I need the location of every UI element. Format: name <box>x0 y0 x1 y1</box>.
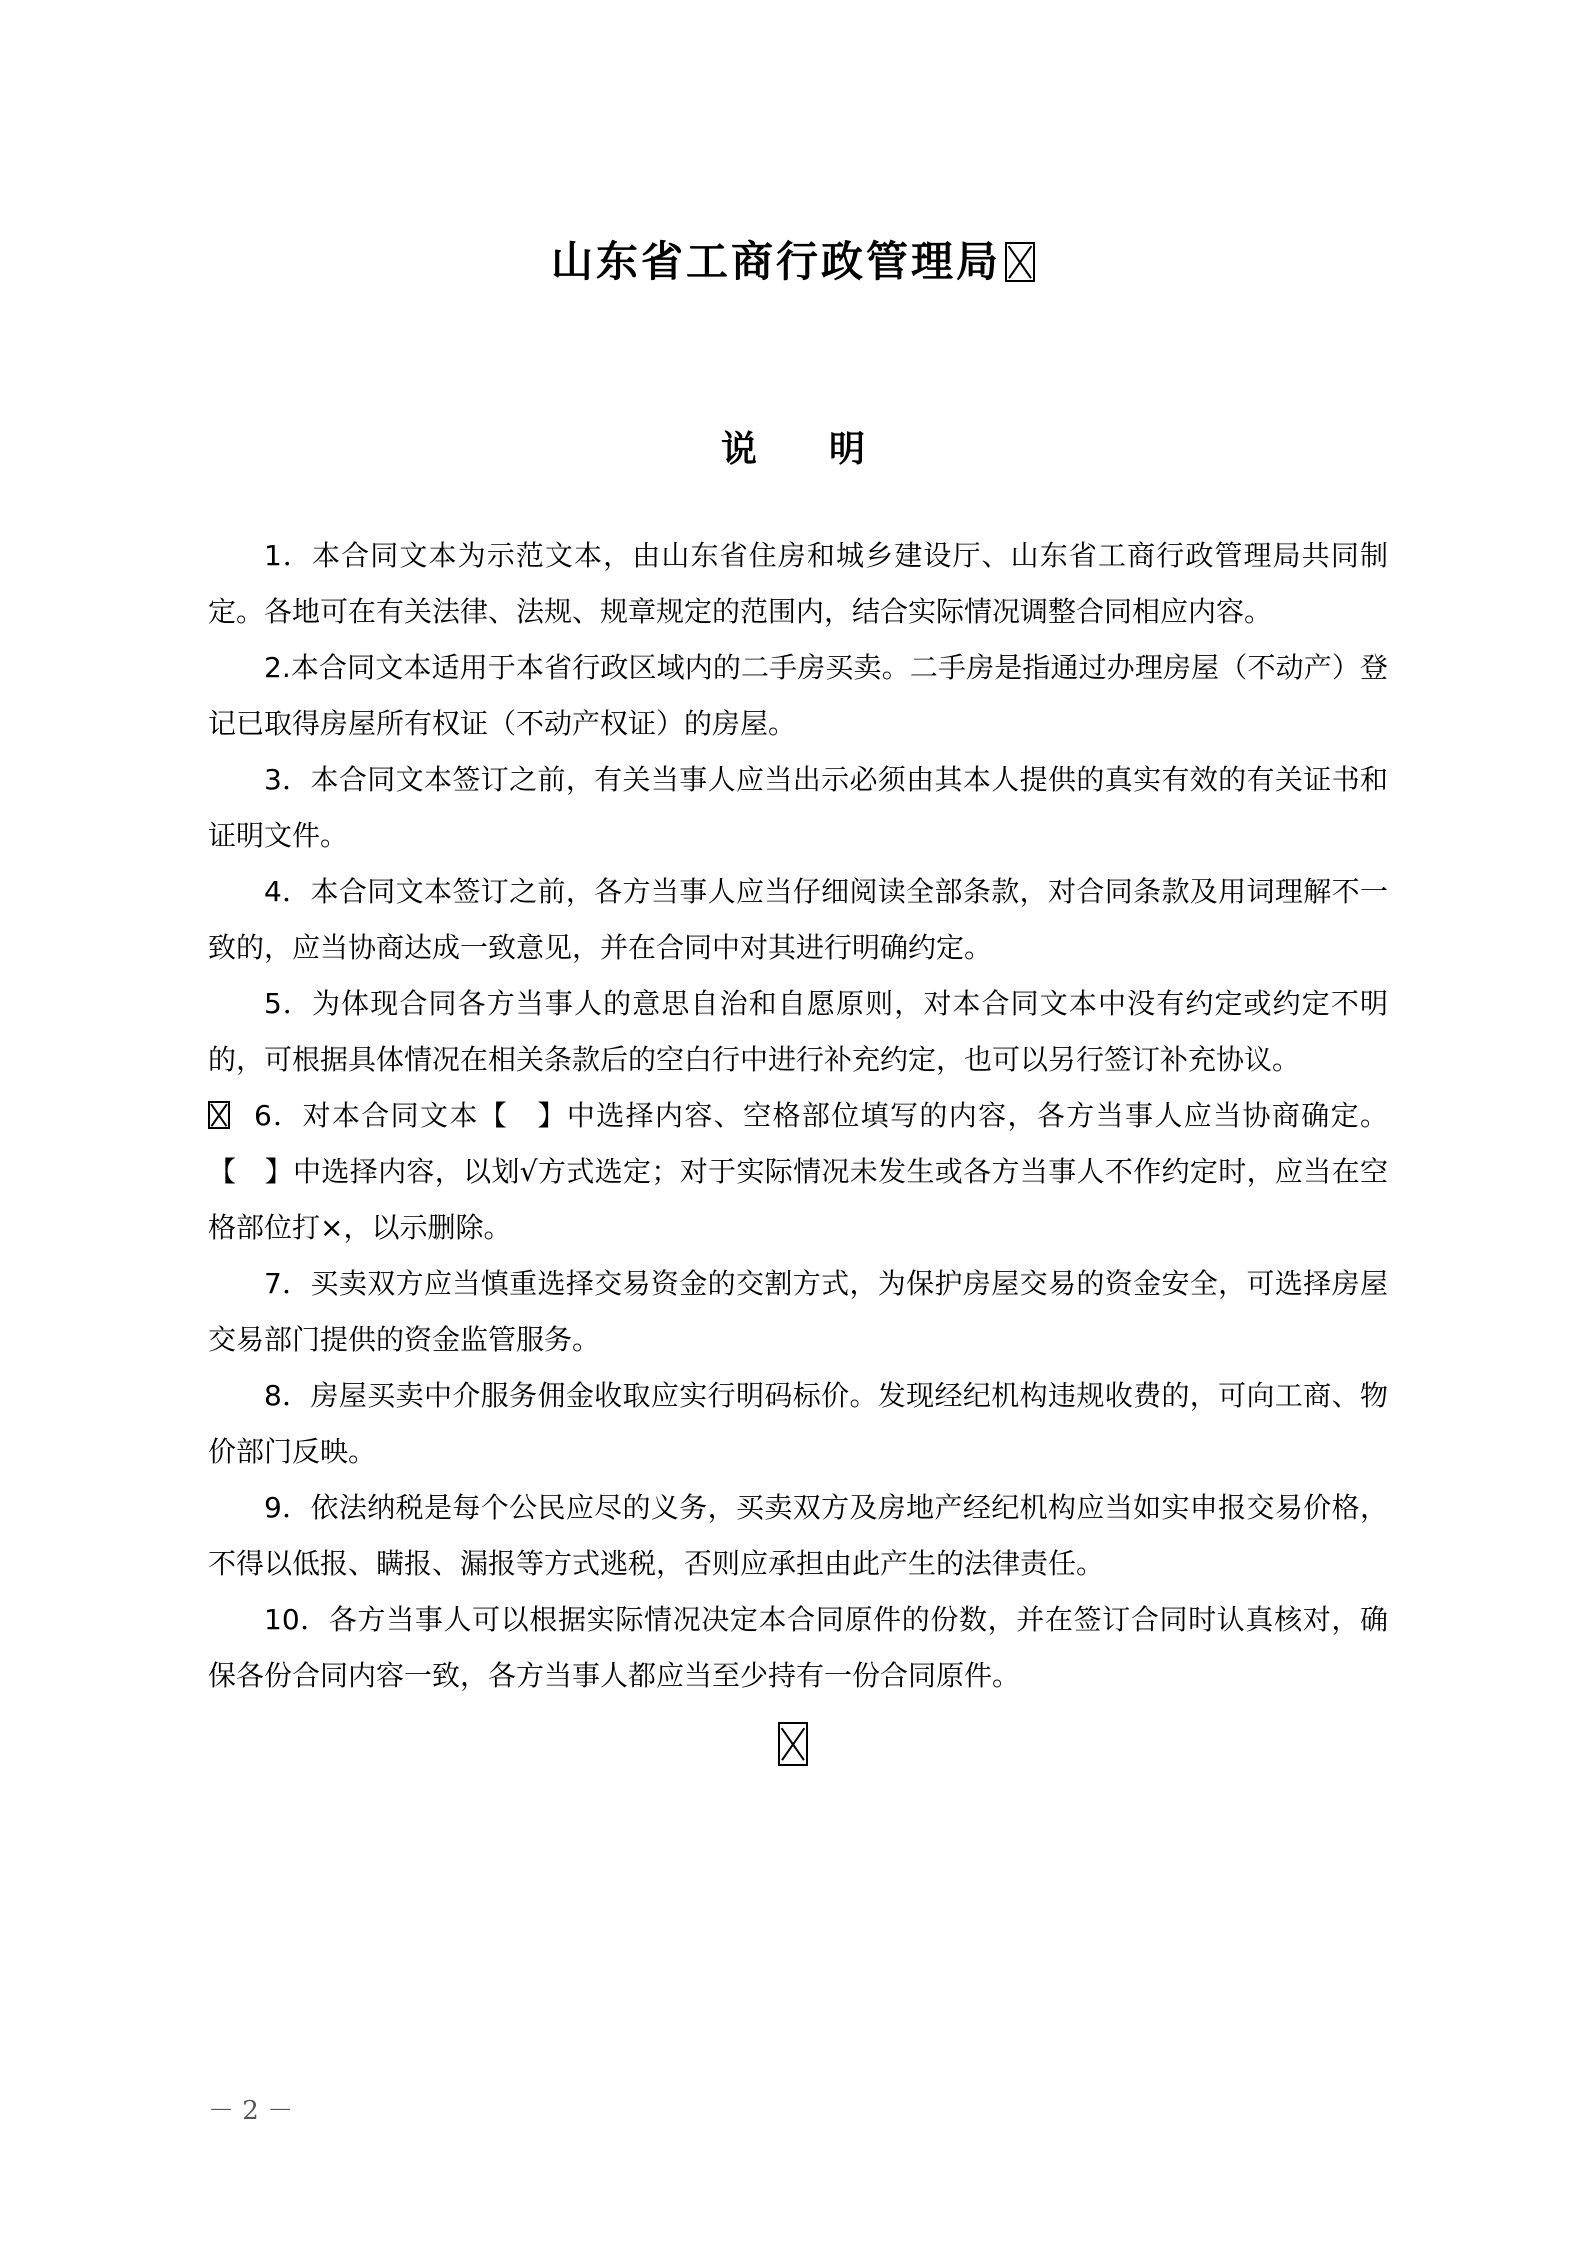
instruction-paragraph-6-text: 6．对本合同文本【 】中选择内容、空格部位填写的内容，各方当事人应当协商确定。【 】中选择内容，以划√方式选定；对于实际情况未发生或各方当事人不作约定时，应当在空格部位打×，以示删除。 <box>208 1099 1388 1244</box>
instruction-paragraph-8: 8．房屋买卖中介服务佣金收取应实行明码标价。发现经纪机构违规收费的，可向工商、物价部门反映。 <box>208 1379 1388 1468</box>
instruction-paragraph-3: 3．本合同文本签订之前，有关当事人应当出示必须由其本人提供的真实有效的有关证书和证明文件。 <box>208 763 1388 852</box>
missing-glyph-box-icon <box>208 1101 230 1129</box>
instruction-paragraph-9: 9．依法纳税是每个公民应尽的义务，买卖双方及房地产经纪机构应当如实申报交易价格，不得以低报、瞒报、漏报等方式逃税，否则应承担由此产生的法律责任。 <box>208 1491 1388 1580</box>
instruction-paragraph-5: 5．为体现合同各方当事人的意思自治和自愿原则，对本合同文本中没有约定或约定不明的，可根据具体情况在相关条款后的空白行中进行补充约定，也可以另行签订补充协议。 <box>208 987 1388 1076</box>
missing-glyph-box-icon <box>778 1722 808 1766</box>
instruction-paragraph-7: 7．买卖双方应当慎重选择交易资金的交割方式，为保护房屋交易的资金安全，可选择房屋交易部门提供的资金监管服务。 <box>208 1267 1388 1356</box>
instruction-paragraph-1: 1．本合同文本为示范文本，由山东省住房和城乡建设厅、山东省工商行政管理局共同制定。各地可在有关法律、法规、规章规定的范围内，结合实际情况调整合同相应内容。 <box>208 539 1388 628</box>
instruction-paragraph-4: 4．本合同文本签订之前，各方当事人应当仔细阅读全部条款，对合同条款及用词理解不一致的，应当协商达成一致意见，并在合同中对其进行明确约定。 <box>208 875 1388 964</box>
missing-glyph-box-icon <box>1005 242 1035 282</box>
instructions-body <box>208 528 1388 1704</box>
section-heading: 说 明 <box>720 429 865 470</box>
instruction-paragraph-2: 2.本合同文本适用于本省行政区域内的二手房买卖。二手房是指通过办理房屋（不动产）登记已取得房屋所有权证（不动产权证）的房屋。 <box>208 651 1388 740</box>
page-number: － 2 － <box>208 2096 294 2126</box>
instruction-paragraph-6 <box>208 1088 1388 1256</box>
page-title <box>0 232 1586 292</box>
instruction-paragraph-10: 10．各方当事人可以根据实际情况决定本合同原件的份数，并在签订合同时认真核对，确保各份合同内容一致，各方当事人都应当至少持有一份合同原件。 <box>208 1603 1388 1692</box>
page-title-text: 山东省工商行政管理局 <box>550 237 1001 286</box>
